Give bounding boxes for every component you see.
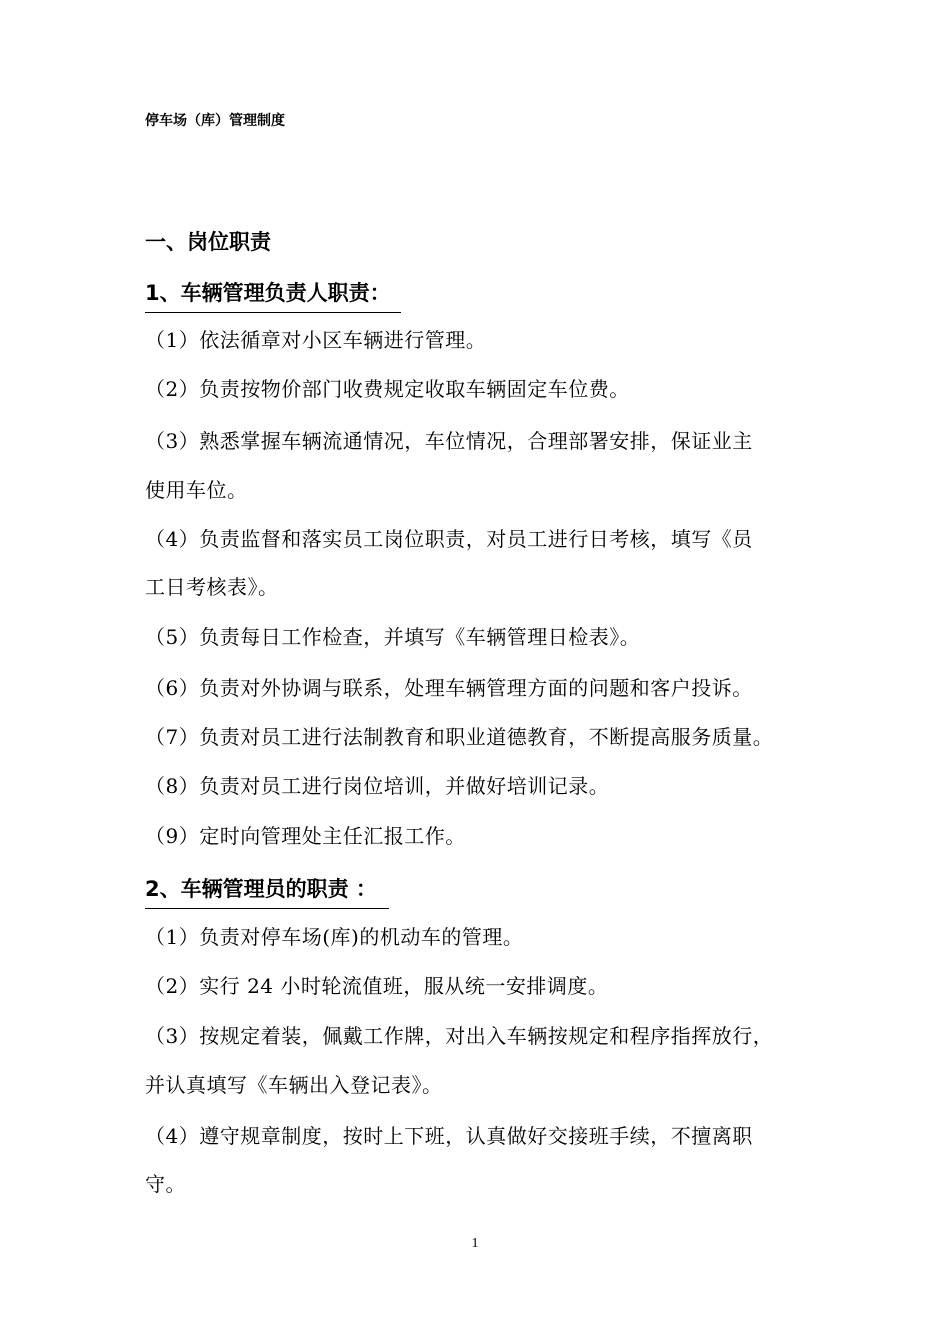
duty-line: （7）负责对员工进行法制教育和职业道德教育，不断提高服务质量。 — [145, 725, 774, 749]
sub-heading-attendant-duties-text: 2、车辆管理员的职责 ： — [145, 877, 377, 901]
duty-line: （3）熟悉掌握车辆流通情况，车位情况，合理部署安排，保证业主 — [145, 429, 753, 453]
section-heading-job-duties: 一、岗位职责 — [145, 230, 271, 254]
duty-line: 并认真填写《车辆出入登记表》。 — [145, 1073, 443, 1097]
duty-line: （2）实行 24 小时轮流值班，服从统一安排调度。 — [145, 974, 609, 998]
duty-line: （5）负责每日工作检查，并填写《车辆管理日检表》。 — [145, 625, 641, 649]
duty-line: （1）依法循章对小区车辆进行管理。 — [145, 328, 487, 352]
duty-line: （4）负责监督和落实员工岗位职责，对员工进行日考核，填写《员 — [145, 527, 753, 551]
duty-line: 使用车位。 — [145, 478, 248, 502]
duty-line: （3）按规定着装，佩戴工作牌，对出入车辆按规定和程序指挥放行， — [145, 1024, 774, 1048]
duty-line: 工日考核表》。 — [145, 575, 279, 599]
duty-line: （6）负责对外协调与联系，处理车辆管理方面的问题和客户投诉。 — [145, 676, 753, 700]
duty-line: （1）负责对停车场(库)的机动车的管理。 — [145, 925, 524, 949]
sub-heading-manager-duties-text: 1、车辆管理负责人职责： — [145, 281, 391, 305]
duty-line: （9）定时向管理处主任汇报工作。 — [145, 824, 466, 848]
duty-line: 守。 — [145, 1172, 186, 1196]
heading-underline — [145, 908, 389, 909]
sub-heading-manager-duties — [145, 277, 391, 309]
duty-line: （4）遵守规章制度，按时上下班，认真做好交接班手续，不擅离职 — [145, 1124, 753, 1148]
duty-line: （8）负责对员工进行岗位培训，并做好培训记录。 — [145, 774, 610, 798]
heading-underline — [145, 312, 401, 313]
document-title: 停车场（库）管理制度 — [145, 113, 285, 129]
page-number: 1 — [471, 1236, 479, 1251]
sub-heading-attendant-duties — [145, 873, 377, 905]
duty-line: （2）负责按物价部门收费规定收取车辆固定车位费。 — [145, 377, 630, 401]
